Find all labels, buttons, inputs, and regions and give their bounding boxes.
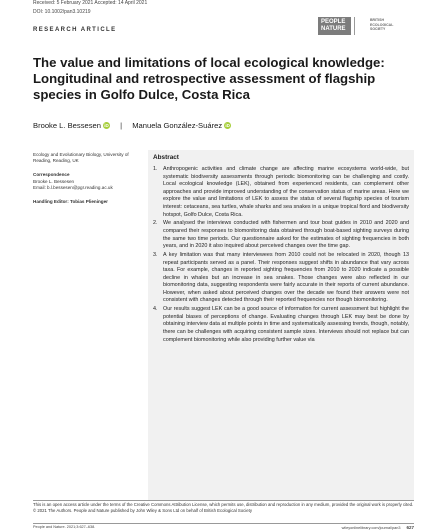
page-footer-divider [33,523,414,524]
page-number: 627 [406,525,414,530]
institution: Ecology and Evolutionary Biology, University of Reading, Reading, UK [33,152,129,164]
logo-divider [354,17,367,35]
affiliation-column [33,152,145,205]
author-list [33,121,231,130]
author-name[interactable]: Brooke L. Bessesen [33,121,101,130]
abstract-item [153,220,409,250]
correspondence-name: Brooke L. Bessesen [33,178,75,184]
item-text: A key limitation was that many interviewees from 2010 could not be relocated in 2020, though 13 repeat participants served as a panel. Their responses suggest shifts in abundance that vary across taxa. For example, changes in reported sighting frequencies from 2010 to 2020 indicate a possible decline in whales but an increase in sea snakes. Those changes were also reflected in our biomonitoring data, suggesting respondents were fairly accurate in their reports of current abundance. However, when asked about perceived changes over the decade we found their answers were not consistent with changes detected through their reported frequencies nor though biomonitoring. [163,251,409,304]
abstract-list [153,166,409,345]
abstract-item [153,306,409,344]
orcid-icon[interactable]: iD [225,123,230,128]
journal-logo[interactable] [318,17,406,37]
abstract-item [153,166,409,219]
journal-citation: People and Nature. 2021;3:627–638. [33,525,96,529]
author-name[interactable]: Manuela González-Suárez [132,121,223,130]
item-number: 1. [153,166,158,172]
footer-right [342,525,414,530]
orcid-icon[interactable]: iD [104,123,109,128]
item-text: We analysed the interviews conducted with fishermen and tour boat guides in 2010 and 2020 and compared their responses to biomonitoring data obtained through boat-based sighting surveys during the same two time periods. Our questionnaire asked for the estimates of sighting frequencies in both years, and in 2020 it also inquired about perceived changes over the time gap. [163,220,409,250]
abstract-item [153,252,409,305]
author-separator: | [120,121,123,130]
article-title: The value and limitations of local ecological knowledge: Longitudinal and retrospective assessment of flagship species in Golfo Dulce, Costa Rica [33,55,385,102]
society-logo-text: BRITISH ECOLOGICAL SOCIETY [370,18,394,31]
doi[interactable]: DOI: 10.1002/pan3.10219 [33,9,91,15]
page-footer [33,525,414,529]
item-text: Anthropogenic activities and climate change are affecting marine ecosystems world-wide, but systematic biodiversity assessments through periodic biomonitoring can be challenging and costly. Local ecological knowledge (LEK), obtained from experienced residents, can complement other approaches and provide improved understanding of the conservation status of marine areas. Here we explore the value and limitations of LEK to assess the status of several flagship species of tourism interest: cetaceans, sea turtles, whale sharks and sea snakes in a unique tropical fiord and biodiversity hotspot, Golfo Dulce, Costa Rica. [163,166,409,218]
journal-logo-mark: PEOPLE NATURE [318,17,351,35]
item-number: 4. [153,306,158,313]
license-footnote [33,502,414,513]
copyright-text: © 2021 The Authors. People and Nature published by John Wiley & Sons Ltd on behalf of British Ecological Society [33,507,253,513]
item-number: 2. [153,220,158,227]
footnote-divider [33,500,414,501]
item-number: 3. [153,251,158,258]
received-accepted-dates: Received: 5 February 2021 Accepted: 14 April 2021 [33,0,148,6]
abstract-heading: Abstract [153,154,179,161]
handling-editor: Handling Editor: Tobias Plieninger [33,199,108,205]
journal-url[interactable]: wileyonlinelibrary.com/journal/pan3 [341,526,401,530]
item-text: Our results suggest LEK can be a good source of information for current assessment but highlight the potential biases of perceptions of change. Evaluating changes through LEK may best be done by obtaining interview data at multiple points in time and systematically assessing trends, though, notably, there can be challenges with acquiring consistent sample sizes. Interviews should not replace but can complement biomonitoring while also providing further value via [163,306,409,343]
correspondence-label: Correspondence [33,172,70,178]
article-type: RESEARCH ARTICLE [33,27,117,33]
correspondence-email[interactable]: Email: b.l.bessesen@pgr.reading.ac.uk [33,184,113,190]
license-text: This is an open access article under the terms of the Creative Commons Attribution License, which permits use, distribution and reproduction in any medium, provided the original work is properly cited. [33,502,414,507]
